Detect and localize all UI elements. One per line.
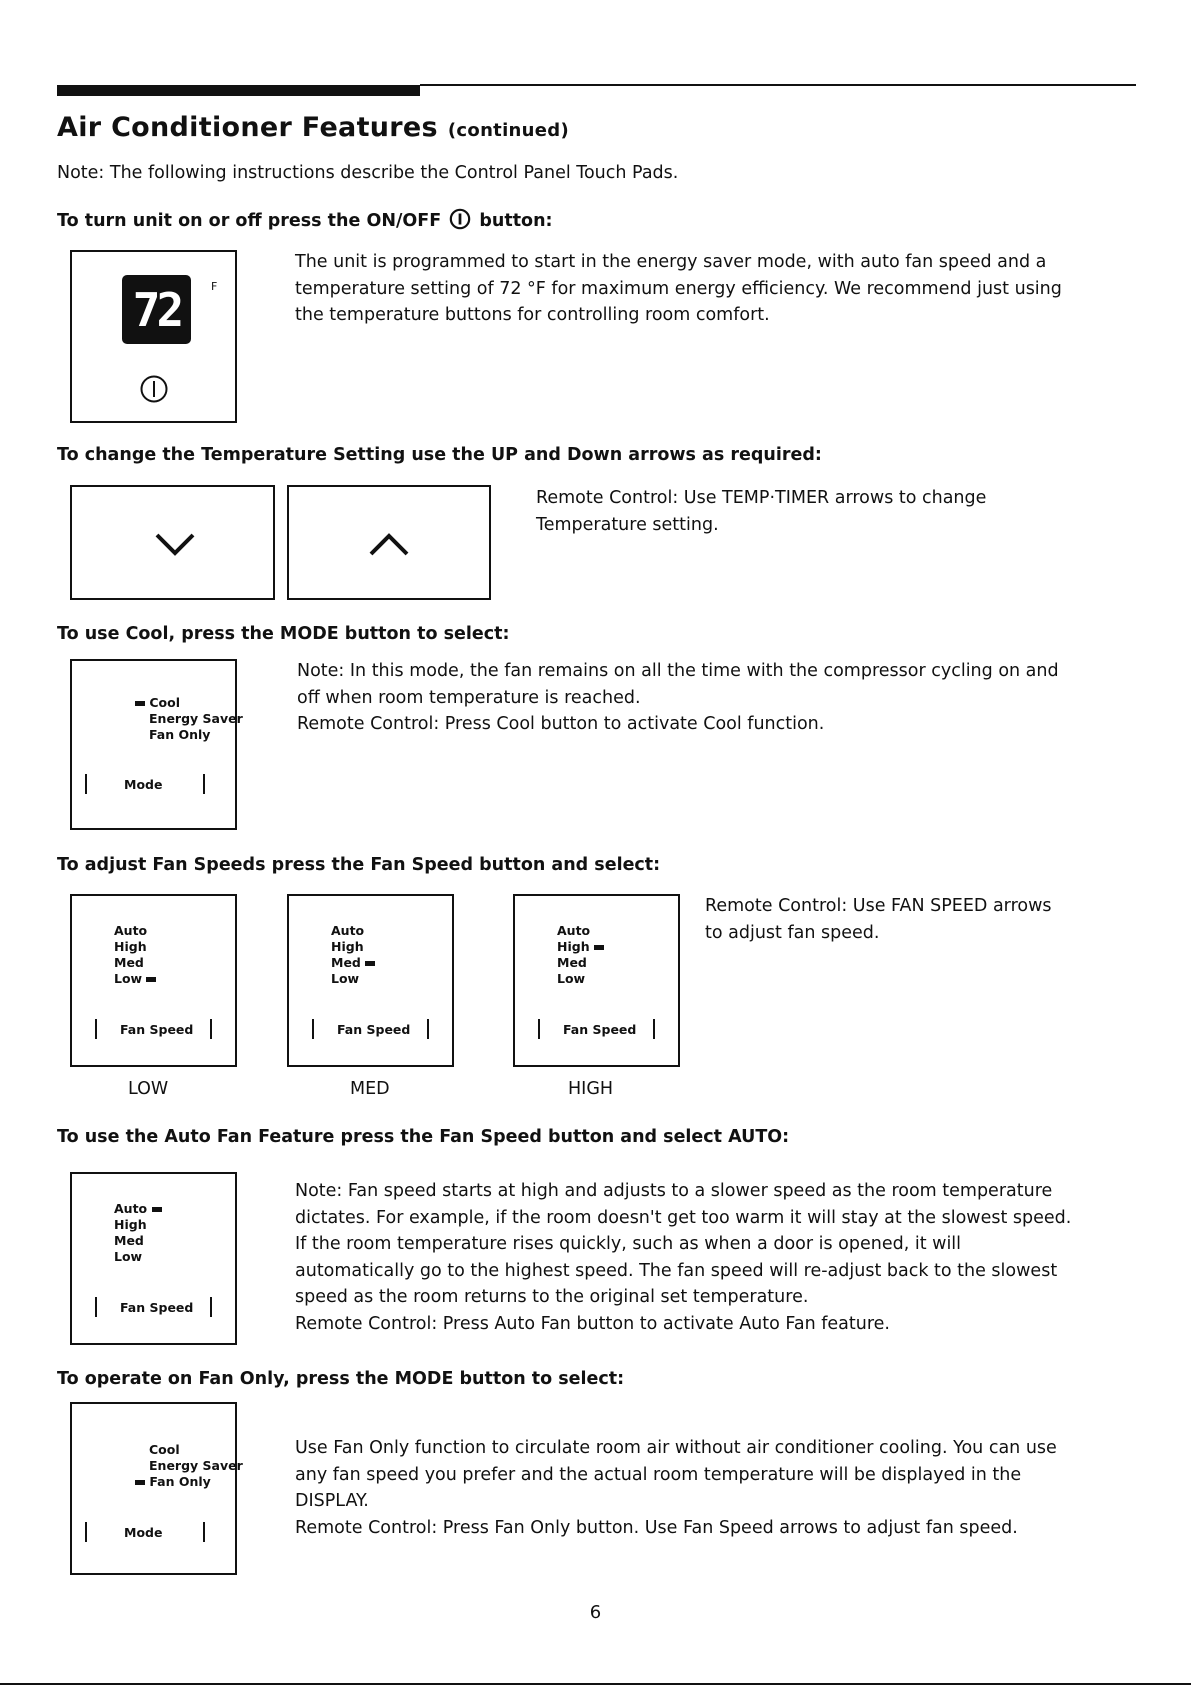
fan-speed-panel-high — [513, 894, 680, 1067]
fan-speed-text — [705, 893, 1052, 946]
mode-option — [135, 1442, 243, 1458]
mode-options — [135, 1442, 243, 1490]
fan-speed-button[interactable]: Fan Speed — [120, 1300, 194, 1315]
fan-option-high: High — [331, 939, 364, 954]
mode-button[interactable]: Mode — [124, 777, 163, 792]
caption-med: MED — [350, 1079, 390, 1099]
cool-text-line: Remote Control: Press Cool button to activate Cool function. — [297, 714, 825, 734]
fan-speed-options — [114, 923, 156, 987]
button-bracket-right — [653, 1019, 655, 1039]
fan-option-med: Med — [114, 955, 144, 970]
cool-text-line: Note: In this mode, the fan remains on all the time with the compressor cycling on and — [297, 661, 1059, 681]
fan-speed-button[interactable]: Fan Speed — [337, 1022, 411, 1037]
fan-speed-panel-med — [287, 894, 454, 1067]
fan-option-low: Low — [557, 971, 586, 986]
fan-option-high: High — [114, 939, 147, 954]
fan-speed-button[interactable]: Fan Speed — [120, 1022, 194, 1037]
cool-text — [297, 658, 1059, 738]
caption-high: HIGH — [568, 1079, 614, 1099]
intro-note: Note: The following instructions describe the Control Panel Touch Pads. — [57, 163, 679, 183]
mode-option-label: Fan Only — [149, 727, 211, 742]
fan-option-low: Low — [331, 971, 360, 986]
button-bracket-left — [85, 1522, 87, 1542]
down-arrow-button[interactable] — [70, 485, 275, 600]
fan-option-high: High — [557, 939, 590, 954]
temperature-text-line: Temperature setting. — [536, 514, 719, 535]
button-bracket-left — [95, 1019, 97, 1039]
fan-option-auto: Auto — [331, 923, 365, 938]
selected-indicator — [365, 961, 375, 966]
title-text: Air Conditioner Features — [57, 112, 438, 143]
fan-option-auto: Auto — [557, 923, 591, 938]
temperature-text — [536, 485, 986, 538]
mode-option — [135, 1458, 243, 1474]
power-text — [295, 249, 1062, 329]
mode-option-selected — [135, 695, 243, 711]
selected-indicator — [135, 1480, 145, 1485]
auto-fan-text-line: Note: Fan speed starts at high and adjusts to a slower speed as the room temperature — [295, 1181, 1053, 1201]
fan-only-mode-panel — [70, 1402, 243, 1575]
fan-option-high: High — [114, 1217, 147, 1232]
auto-fan-text-line: Remote Control: Press Auto Fan button to activate Auto Fan feature. — [295, 1313, 890, 1334]
on-off-button-icon[interactable] — [139, 374, 169, 404]
selected-indicator — [146, 977, 156, 982]
fan-only-text-line: DISPLAY. — [295, 1491, 369, 1511]
title-suffix: (continued) — [447, 120, 570, 141]
header-rule-thin — [420, 84, 1136, 86]
power-heading — [57, 208, 553, 231]
mode-options — [135, 695, 243, 743]
fan-only-heading: To operate on Fan Only, press the MODE button to select: — [57, 1369, 625, 1389]
button-bracket-left — [538, 1019, 540, 1039]
mode-option-label: Energy Saver — [149, 1458, 243, 1473]
fan-option-med: Med — [557, 955, 587, 970]
mode-option-label: Cool — [149, 1442, 180, 1457]
mode-option-selected — [135, 1474, 243, 1490]
power-text-line: the temperature buttons for controlling room comfort. — [295, 305, 770, 325]
auto-fan-text-line: If the room temperature rises quickly, such as when a door is opened, it will — [295, 1234, 962, 1254]
auto-fan-heading: To use the Auto Fan Feature press the Fan Speed button and select AUTO: — [57, 1127, 790, 1147]
auto-fan-text-line: automatically go to the highest speed. The fan speed will re-adjust back to the slowest — [295, 1260, 1058, 1281]
fan-speed-options — [114, 1201, 162, 1265]
power-icon — [449, 208, 471, 230]
chevron-down-icon — [154, 532, 196, 556]
page-title — [57, 112, 569, 143]
selected-indicator — [135, 701, 145, 706]
temperature-text-line: Remote Control: Use TEMP·TIMER arrows to change — [536, 488, 987, 508]
temperature-unit: F — [211, 280, 218, 293]
auto-fan-text — [295, 1178, 1071, 1337]
fan-option-med: Med — [114, 1233, 144, 1248]
fan-option-low: Low — [114, 971, 143, 986]
fan-only-text — [295, 1435, 1057, 1541]
power-panel — [70, 250, 237, 423]
temperature-heading: To change the Temperature Setting use the UP and Down arrows as required: — [57, 445, 822, 465]
fan-only-text-line: Use Fan Only function to circulate room air without air conditioner cooling. You can use — [295, 1438, 1057, 1458]
selected-indicator — [594, 945, 604, 950]
fan-speed-button[interactable]: Fan Speed — [563, 1022, 637, 1037]
caption-low: LOW — [128, 1079, 169, 1099]
power-heading-before: To turn unit on or off press the ON/OFF — [57, 211, 442, 231]
mode-option — [135, 727, 243, 743]
up-arrow-button[interactable] — [287, 485, 491, 600]
fan-speed-text-line: Remote Control: Use FAN SPEED arrows — [705, 896, 1052, 916]
fan-speed-options — [331, 923, 375, 987]
power-text-line: The unit is programmed to start in the energy saver mode, with auto fan speed and a — [295, 252, 1047, 272]
fan-only-text-line: any fan speed you prefer and the actual room temperature will be displayed in the — [295, 1464, 1022, 1485]
auto-fan-text-line: speed as the room returns to the original set temperature. — [295, 1287, 809, 1307]
page-number: 6 — [589, 1602, 602, 1623]
button-bracket-right — [203, 1522, 205, 1542]
cool-mode-panel — [70, 659, 243, 830]
temperature-display: 72 — [122, 275, 191, 344]
button-bracket-left — [85, 774, 87, 794]
mode-option-label: Energy Saver — [149, 711, 243, 726]
chevron-up-icon — [368, 533, 410, 557]
auto-fan-text-line: dictates. For example, if the room doesn't get too warm it will stay at the slowest speed. — [295, 1207, 1072, 1228]
fan-option-auto: Auto — [114, 923, 148, 938]
cool-heading: To use Cool, press the MODE button to select: — [57, 624, 510, 644]
fan-speed-options — [557, 923, 604, 987]
power-heading-after: button: — [479, 211, 553, 231]
auto-fan-panel — [70, 1172, 237, 1345]
fan-option-med: Med — [331, 955, 361, 970]
button-bracket-right — [210, 1019, 212, 1039]
mode-option-label: Fan Only — [149, 1474, 211, 1489]
selected-indicator — [152, 1207, 162, 1212]
fan-option-low: Low — [114, 1249, 143, 1264]
button-bracket-right — [427, 1019, 429, 1039]
mode-option-label: Cool — [149, 695, 180, 710]
fan-only-text-line: Remote Control: Press Fan Only button. Use Fan Speed arrows to adjust fan speed. — [295, 1517, 1018, 1538]
fan-speed-panel-low — [70, 894, 237, 1067]
header-rule-thick — [57, 85, 420, 96]
mode-option — [135, 711, 243, 727]
button-bracket-left — [312, 1019, 314, 1039]
fan-speed-text-line: to adjust fan speed. — [705, 922, 880, 943]
fan-speed-heading: To adjust Fan Speeds press the Fan Speed button and select: — [57, 855, 661, 875]
power-text-line: temperature setting of 72 °F for maximum energy efficiency. We recommend just using — [295, 278, 1062, 299]
fan-option-auto: Auto — [114, 1201, 148, 1216]
button-bracket-left — [95, 1297, 97, 1317]
button-bracket-right — [210, 1297, 212, 1317]
cool-text-line: off when room temperature is reached. — [297, 687, 641, 708]
mode-button[interactable]: Mode — [124, 1525, 163, 1540]
button-bracket-right — [203, 774, 205, 794]
